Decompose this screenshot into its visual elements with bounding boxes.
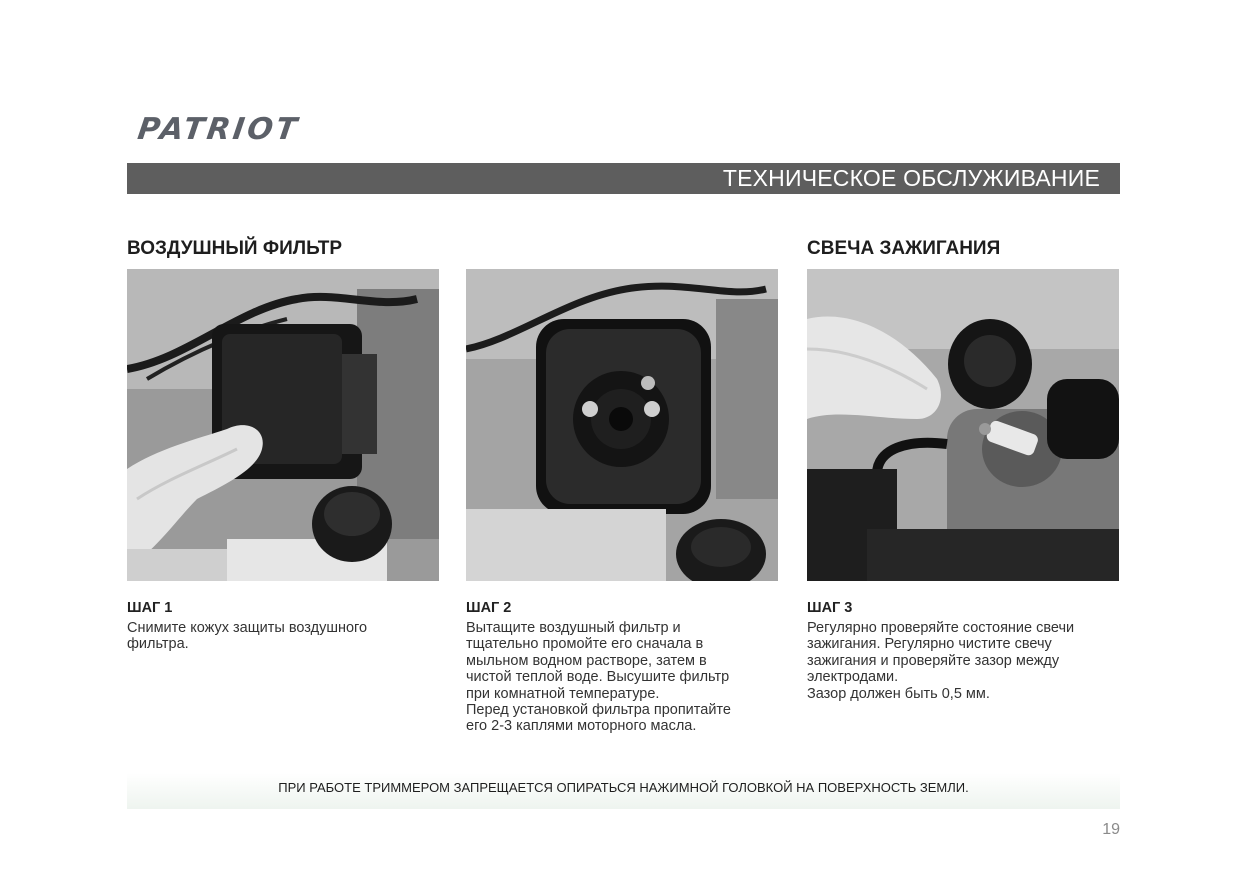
warning-band	[127, 773, 1120, 809]
step-2-line: Перед установкой фильтра пропитайте	[466, 702, 731, 719]
step-2-text	[466, 620, 776, 735]
step-3-text	[807, 620, 1117, 702]
page-number: 19	[1102, 821, 1120, 838]
step-1-line: фильтра.	[127, 636, 189, 653]
step-2-line: Вытащите воздушный фильтр и	[466, 620, 681, 636]
step-3-line: электродами.	[807, 669, 899, 686]
step-3-title: ШАГ 3	[807, 600, 853, 616]
step-2-photo	[466, 269, 778, 581]
step-2-line: тщательно промойте его сначала в	[466, 636, 704, 653]
step-2-line: его 2-3 каплями моторного масла.	[466, 718, 697, 735]
step-1-line: Снимите кожух защиты воздушного	[127, 620, 368, 636]
step-3-line: Регулярно проверяйте состояние свечи	[807, 620, 1075, 636]
spark-plug-heading: СВЕЧА ЗАЖИГАНИЯ	[807, 238, 1001, 259]
step-2-line: при комнатной температуре.	[466, 685, 660, 702]
step-2-line: мыльном водном растворе, затем в	[466, 652, 707, 669]
section-banner	[127, 163, 1120, 194]
step-3-line: зажигания. Регулярно чистите свечу	[807, 636, 1052, 653]
step-1-title: ШАГ 1	[127, 600, 173, 616]
step-1-photo	[127, 269, 439, 581]
brand-logo: PATRIOT	[135, 112, 302, 147]
air-filter-heading: ВОЗДУШНЫЙ ФИЛЬТР	[127, 238, 343, 259]
step-3-line: Зазор должен быть 0,5 мм.	[807, 685, 990, 702]
step-2-line: чистой теплой воде. Высушите фильтр	[466, 669, 730, 686]
step-3-photo	[807, 269, 1119, 581]
page-title: ТЕХНИЧЕСКОЕ ОБСЛУЖИВАНИЕ	[722, 165, 1100, 191]
warning-text: ПРИ РАБОТЕ ТРИММЕРОМ ЗАПРЕЩАЕТСЯ ОПИРАТЬСЯ НАЖИМНОЙ ГОЛОВКОЙ НА ПОВЕРХНОСТЬ ЗЕМЛИ.	[278, 780, 969, 795]
step-2-title: ШАГ 2	[466, 600, 512, 616]
step-3-line: зажигания и проверяйте зазор между	[807, 652, 1060, 669]
step-1-text	[127, 620, 437, 653]
